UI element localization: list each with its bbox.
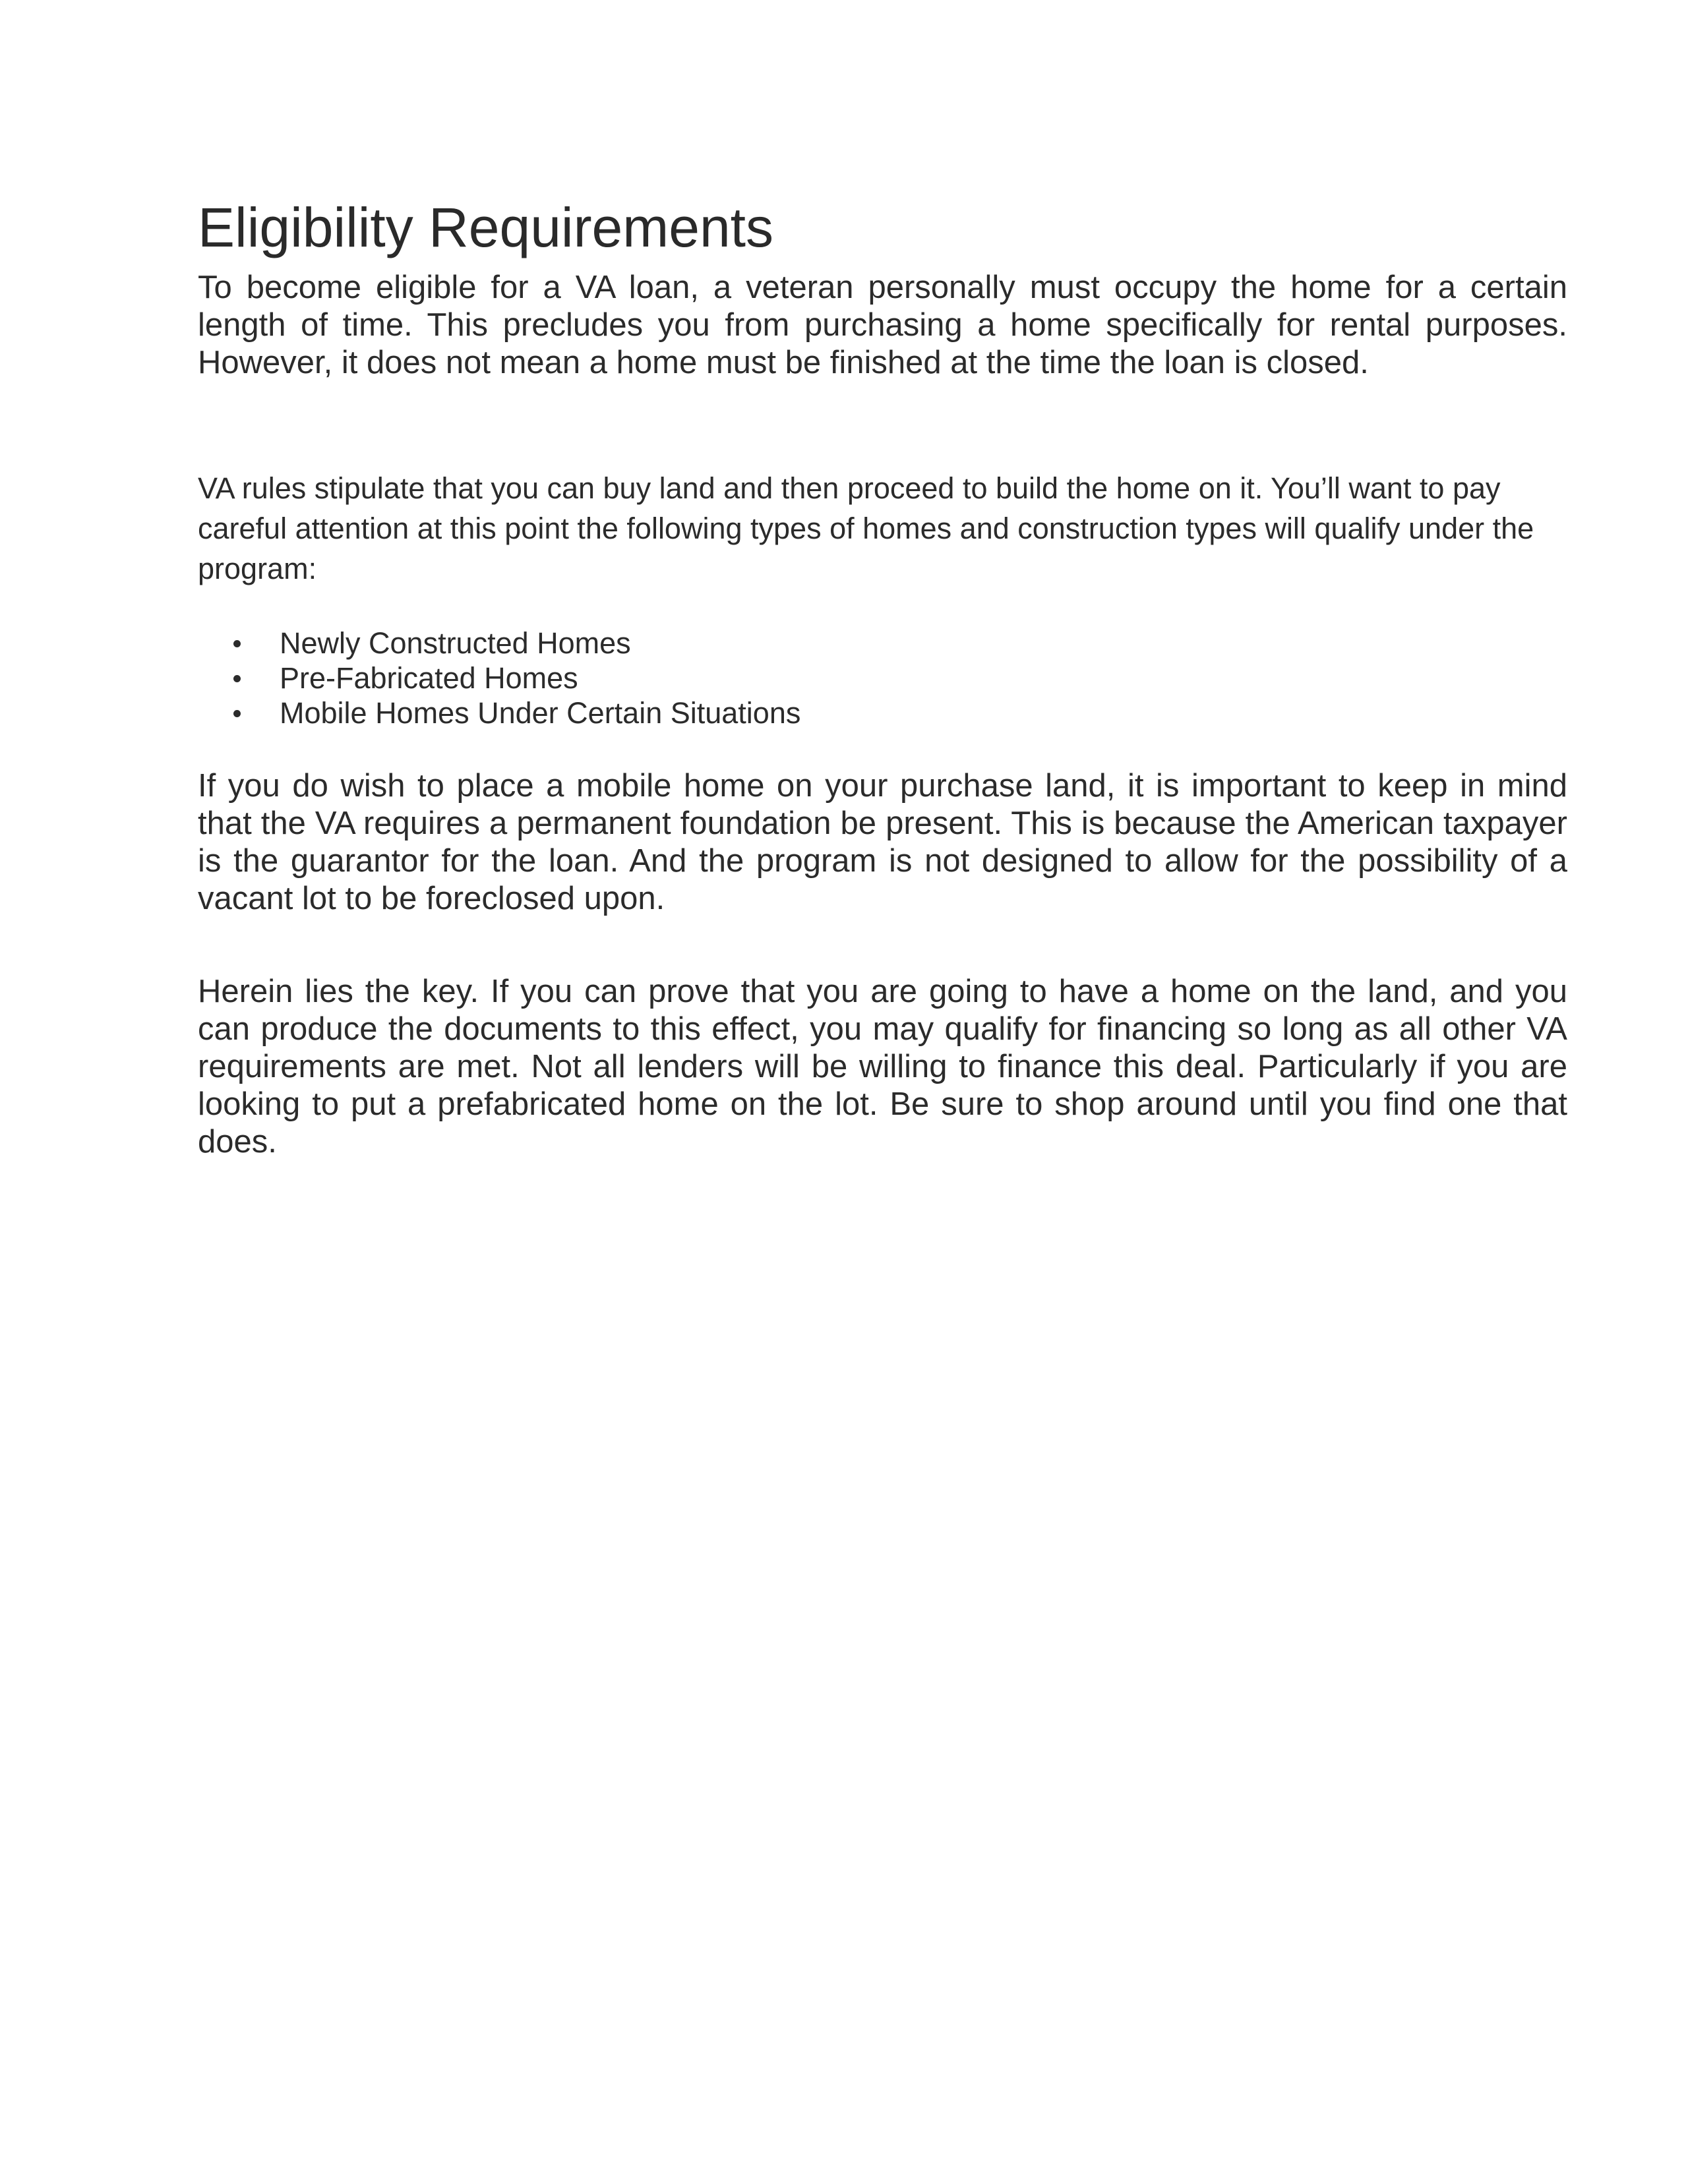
document-page: [198, 191, 1567, 1161]
bullet-icon: [233, 640, 241, 647]
list-item: [198, 695, 1567, 730]
intro-paragraph: To become eligible for a VA loan, a veteran personally must occupy the home for a certain length of time. This precludes you from purchasing a home specifically for rental purposes. However, it does not mean a home must be finished at the time the loan is closed.: [198, 270, 1567, 380]
list-item-label: Pre-Fabricated Homes: [280, 661, 578, 695]
mobile-home-paragraph: If you do wish to place a mobile home on your purchase land, it is important to keep in mind that the VA requires a permanent foundation be present. This is because the American taxpayer is the guarantor for the loan. And the program is not designed to allow for the possibility of a vacant lot to be foreclosed upon.: [198, 768, 1567, 916]
key-paragraph: Herein lies the key. If you can prove that you are going to have a home on the land, and you can produce the documents to this effect, you may qualify for financing so long as all other VA requirements are met. Not all lenders will be willing to finance this deal. Particularly if you are looking to put a prefabricated home on the lot. Be sure to shop around until you find one that does.: [198, 974, 1567, 1160]
list-item: [198, 661, 1567, 695]
list-item: [198, 626, 1567, 661]
bullet-icon: [233, 675, 241, 682]
home-types-list: [198, 626, 1567, 730]
bullet-icon: [233, 710, 241, 717]
rules-paragraph: VA rules stipulate that you can buy land and then proceed to build the home on it. You’ll want to pay careful attention at this point the following types of homes and construction types will qualify under the program:: [198, 471, 1534, 585]
list-item-label: Newly Constructed Homes: [280, 626, 631, 660]
page-title: Eligibility Requirements: [198, 196, 774, 258]
list-item-label: Mobile Homes Under Certain Situations: [280, 696, 801, 730]
